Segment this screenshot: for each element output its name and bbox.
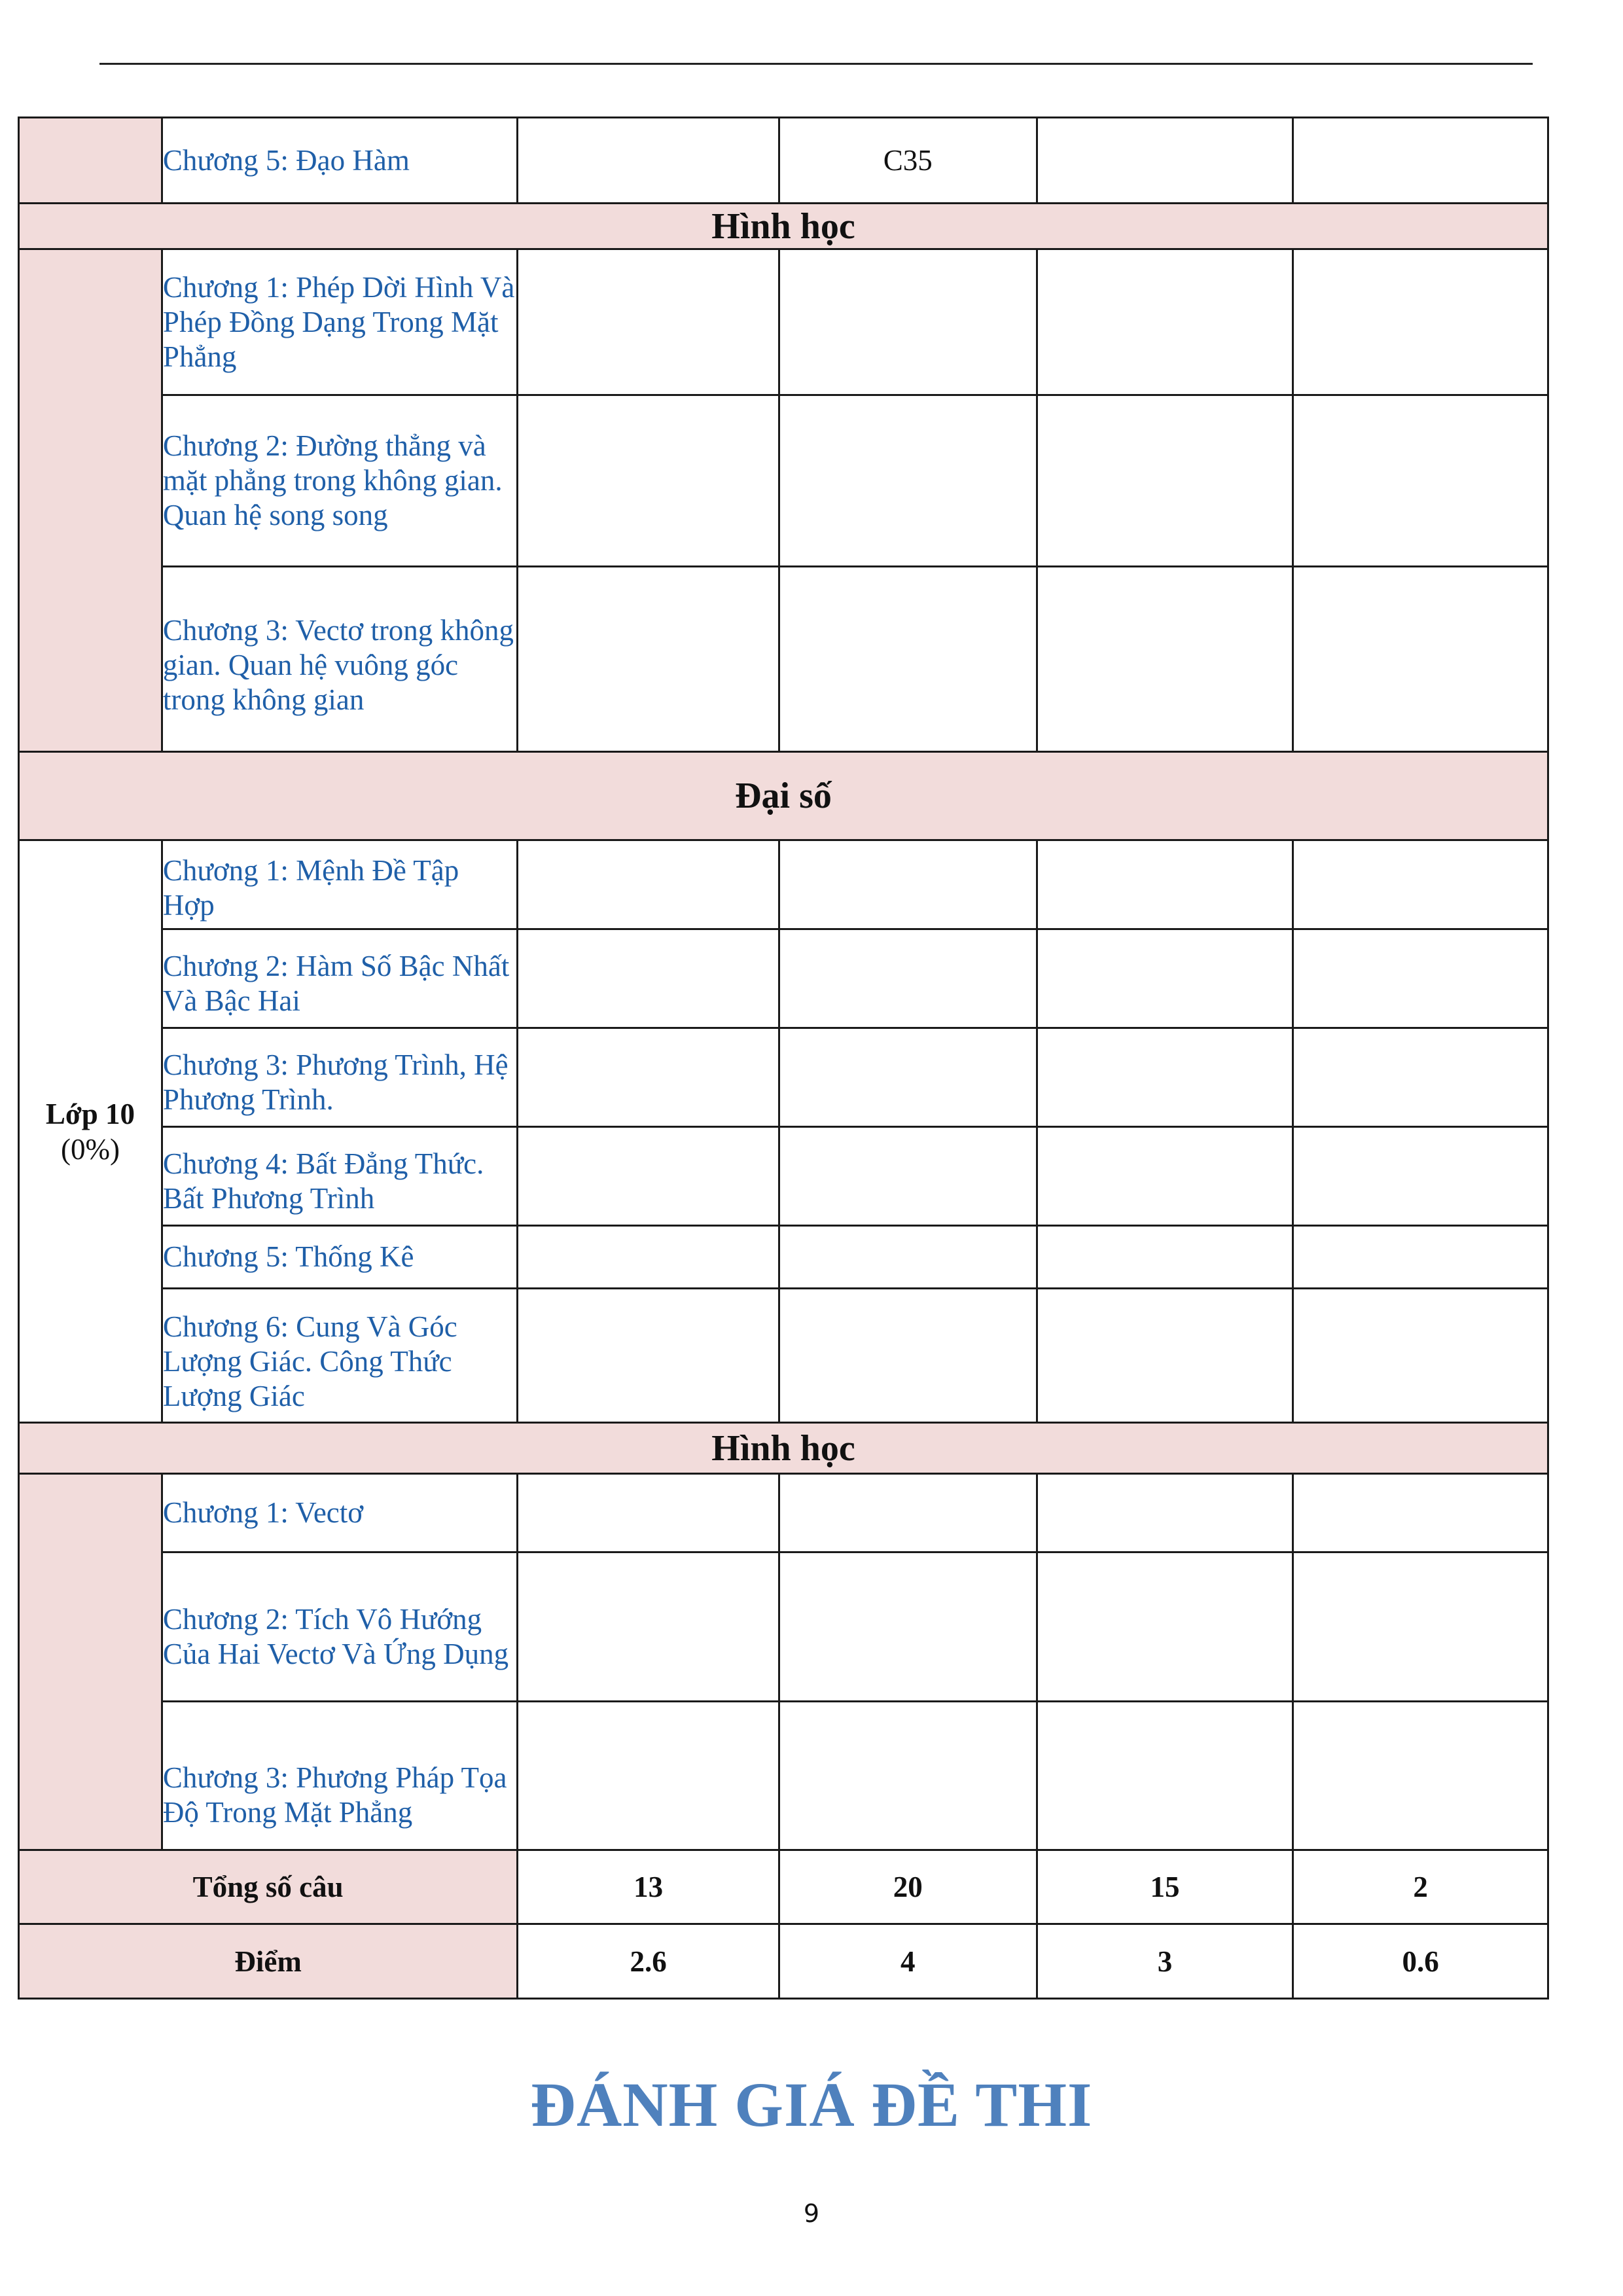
page-number: 9 <box>803 2199 820 2228</box>
level-cell <box>779 567 1037 752</box>
level-cell <box>1037 929 1293 1028</box>
level-cell <box>1037 1474 1293 1552</box>
points-value: 3 <box>1037 1924 1293 1999</box>
level-cell <box>518 840 779 929</box>
level-cell <box>779 249 1037 395</box>
chapter-cell: Chương 3: Vectơ trong không gian. Quan hệ vuông góc trong không gian <box>162 567 517 752</box>
totals-row <box>19 1850 1548 1924</box>
table-row <box>19 567 1548 752</box>
points-label: Điểm <box>19 1924 518 1999</box>
level-cell <box>1293 1226 1548 1289</box>
level-cell <box>1037 118 1293 204</box>
level-cell <box>1293 929 1548 1028</box>
table-row <box>19 840 1548 929</box>
level-cell <box>518 1702 779 1850</box>
level-cell <box>1293 567 1548 752</box>
points-value: 2.6 <box>518 1924 779 1999</box>
level-cell <box>518 567 779 752</box>
level-cell <box>1293 1028 1548 1127</box>
level-cell <box>1037 1289 1293 1423</box>
grade-cell <box>19 840 162 1423</box>
level-cell <box>1037 1028 1293 1127</box>
header-rule <box>99 63 1533 65</box>
chapter-cell: Chương 5: Đạo Hàm <box>162 118 517 204</box>
level-cell <box>518 395 779 567</box>
points-value: 4 <box>779 1924 1037 1999</box>
table-row <box>19 1552 1548 1702</box>
level-cell <box>779 1289 1037 1423</box>
table-row <box>19 1028 1548 1127</box>
level-cell <box>1293 395 1548 567</box>
section-row <box>19 204 1548 249</box>
table-row <box>19 118 1548 204</box>
level-cell <box>1293 118 1548 204</box>
section-heading: Hình học <box>19 204 1548 249</box>
level-cell: C35 <box>779 118 1037 204</box>
grade-cell <box>19 1474 162 1850</box>
chapter-cell: Chương 1: Phép Dời Hình Và Phép Đồng Dạng Trong Mặt Phẳng <box>162 249 517 395</box>
section-row <box>19 752 1548 840</box>
chapter-cell: Chương 2: Hàm Số Bậc Nhất Và Bậc Hai <box>162 929 517 1028</box>
level-cell <box>1037 567 1293 752</box>
chapter-cell: Chương 2: Tích Vô Hướng Của Hai Vectơ Và Ứng Dụng <box>162 1552 517 1702</box>
grade-cell <box>19 118 162 204</box>
level-cell <box>1037 249 1293 395</box>
grade-name: Lớp 10 <box>45 1097 135 1130</box>
level-cell <box>779 1127 1037 1226</box>
points-row <box>19 1924 1548 1999</box>
total-value: 20 <box>779 1850 1037 1924</box>
level-cell <box>779 1226 1037 1289</box>
level-cell <box>779 929 1037 1028</box>
level-cell <box>518 1552 779 1702</box>
level-cell <box>779 1474 1037 1552</box>
chapter-cell: Chương 3: Phương Trình, Hệ Phương Trình. <box>162 1028 517 1127</box>
chapter-cell: Chương 1: Vectơ <box>162 1474 517 1552</box>
points-value: 0.6 <box>1293 1924 1548 1999</box>
grade-cell <box>19 249 162 752</box>
chapter-cell: Chương 4: Bất Đẳng Thức. Bất Phương Trình <box>162 1127 517 1226</box>
table-row <box>19 1289 1548 1423</box>
exam-matrix-table <box>18 117 1549 2000</box>
total-value: 15 <box>1037 1850 1293 1924</box>
level-cell <box>518 1028 779 1127</box>
total-value: 13 <box>518 1850 779 1924</box>
level-cell <box>1293 840 1548 929</box>
level-cell <box>1293 1474 1548 1552</box>
level-cell <box>779 1028 1037 1127</box>
table-row <box>19 1702 1548 1850</box>
grade-percent: (0%) <box>60 1132 120 1166</box>
chapter-cell: Chương 1: Mệnh Đề Tập Hợp <box>162 840 517 929</box>
level-cell <box>1293 249 1548 395</box>
section-heading: Đại số <box>19 752 1548 840</box>
level-cell <box>1037 1226 1293 1289</box>
table-row <box>19 395 1548 567</box>
level-cell <box>1293 1127 1548 1226</box>
level-cell <box>779 1702 1037 1850</box>
level-cell <box>779 395 1037 567</box>
chapter-cell: Chương 6: Cung Và Góc Lượng Giác. Công Thức Lượng Giác <box>162 1289 517 1423</box>
chapter-cell: Chương 5: Thống Kê <box>162 1226 517 1289</box>
evaluation-heading: ĐÁNH GIÁ ĐỀ THI <box>530 2070 1093 2140</box>
table-row <box>19 1226 1548 1289</box>
level-cell <box>1037 840 1293 929</box>
level-cell <box>518 929 779 1028</box>
table-row <box>19 1474 1548 1552</box>
section-row <box>19 1423 1548 1474</box>
level-cell <box>518 1289 779 1423</box>
table-row <box>19 249 1548 395</box>
total-value: 2 <box>1293 1850 1548 1924</box>
level-cell <box>1037 1127 1293 1226</box>
table-row <box>19 1127 1548 1226</box>
level-cell <box>1037 1702 1293 1850</box>
level-cell <box>518 1226 779 1289</box>
section-heading: Hình học <box>19 1423 1548 1474</box>
level-cell <box>1293 1702 1548 1850</box>
level-cell <box>1293 1552 1548 1702</box>
table-row <box>19 929 1548 1028</box>
level-cell <box>518 1127 779 1226</box>
level-cell <box>1037 1552 1293 1702</box>
level-cell <box>1037 395 1293 567</box>
level-cell <box>518 1474 779 1552</box>
total-questions-label: Tổng số câu <box>19 1850 518 1924</box>
level-cell <box>1293 1289 1548 1423</box>
level-cell <box>779 1552 1037 1702</box>
level-cell <box>518 249 779 395</box>
level-cell <box>518 118 779 204</box>
chapter-cell: Chương 3: Phương Pháp Tọa Độ Trong Mặt Phẳng <box>162 1702 517 1850</box>
chapter-cell: Chương 2: Đường thẳng và mặt phẳng trong không gian. Quan hệ song song <box>162 395 517 567</box>
level-cell <box>779 840 1037 929</box>
